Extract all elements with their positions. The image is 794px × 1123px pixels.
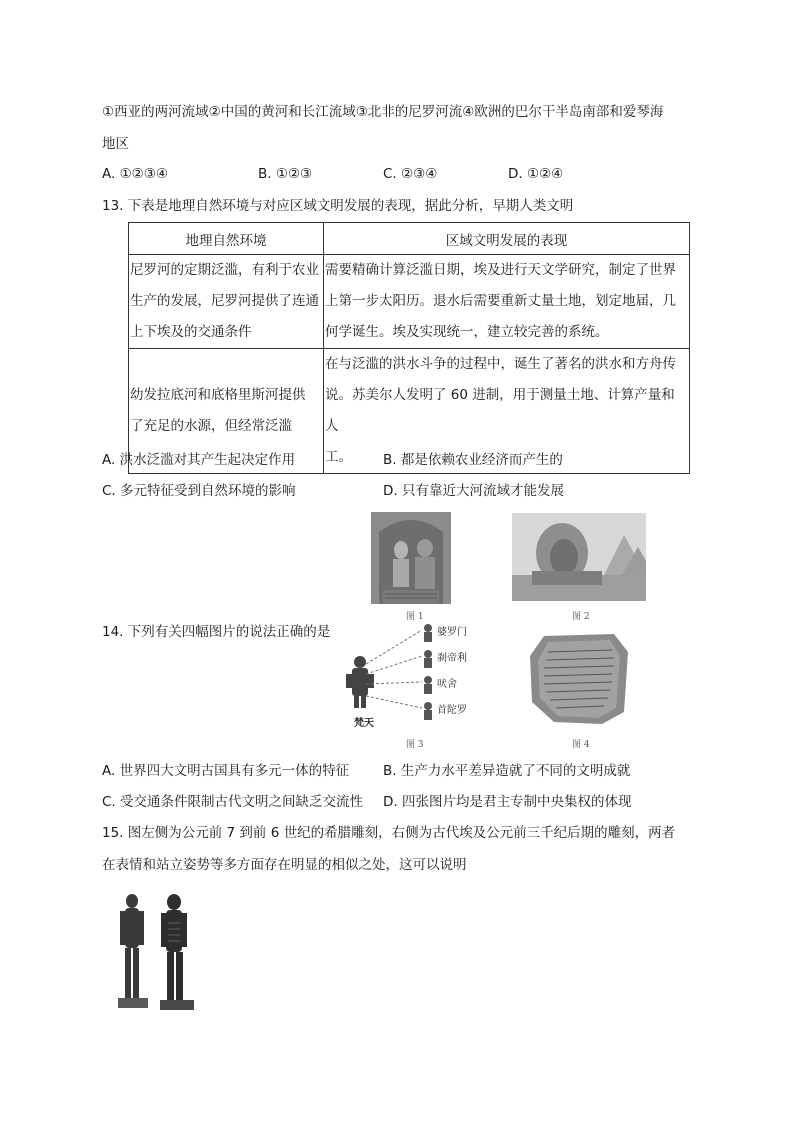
caste-label-kshatriya: 刹帝利 bbox=[437, 653, 467, 664]
figure-2-caption: 图 2 bbox=[572, 612, 590, 622]
q14-option-d: D. 四张图片均是君主专制中央集权的体现 bbox=[383, 794, 632, 810]
geography-civilization-table bbox=[128, 222, 690, 474]
q13-option-b: B. 都是依赖农业经济而产生的 bbox=[383, 452, 563, 468]
q15-line2: 在表情和站立姿势等多方面存在明显的相似之处，这可以说明 bbox=[102, 857, 467, 873]
table-cell-civ-sumer: 在与泛滥的洪水斗争的过程中，诞生了著名的洪水和方舟传 说。苏美尔人发明了 60 进制，用于测量土地、计算产量和人 工。 bbox=[324, 349, 690, 474]
q14-stem: 14. 下列有关四幅图片的说法正确的是 bbox=[102, 624, 331, 640]
q14-option-a: A. 世界四大文明古国具有多元一体的特征 bbox=[102, 763, 350, 779]
figure-2-sphinx-image bbox=[512, 513, 646, 601]
q12-option-b: B. ①②③ bbox=[258, 166, 313, 182]
table-row bbox=[129, 255, 690, 349]
q15-line1: 15. 图左侧为公元前 7 到前 6 世纪的希腊雕刻，右侧为古代埃及公元前三千纪后期的雕刻，两者 bbox=[102, 825, 676, 841]
caste-label-shudra: 首陀罗 bbox=[437, 705, 467, 716]
table-header-environment: 地理自然环境 bbox=[129, 223, 324, 255]
q13-option-c: C. 多元特征受到自然环境的影响 bbox=[102, 483, 296, 499]
q12-option-a: A. ①②③④ bbox=[102, 166, 168, 182]
table-cell-env-nile: 尼罗河的定期泛滥，有利于农业 生产的发展，尼罗河提供了连通 上下埃及的交通条件 bbox=[129, 255, 324, 349]
table-cell-civ-egypt: 需要精确计算泛滥日期，埃及进行天文学研究，制定了世界 上第一步太阳历。退水后需要重新丈量土地，划定地届，几 何学诞生。埃及实现统一，建立较完善的系统。 bbox=[324, 255, 690, 349]
figure-1-stele-image bbox=[371, 512, 451, 604]
q14-option-c: C. 受交通条件限制古代文明之间缺乏交流性 bbox=[102, 794, 364, 810]
caste-label-vaishya: 吠舍 bbox=[437, 679, 457, 690]
figure-4-cuneiform-tablet-image bbox=[524, 632, 632, 726]
caste-label-brahmin: 婆罗门 bbox=[437, 627, 467, 638]
greek-egyptian-statues-image bbox=[112, 893, 198, 1013]
q12-line2: 地区 bbox=[102, 136, 129, 152]
q13-option-d: D. 只有靠近大河流域才能发展 bbox=[383, 483, 564, 499]
q14-option-b: B. 生产力水平差异造就了不同的文明成就 bbox=[383, 763, 631, 779]
q12-option-d: D. ①②④ bbox=[508, 166, 564, 182]
q13-stem: 13. 下表是地理自然环境与对应区域文明发展的表现，据此分析，早期人类文明 bbox=[102, 198, 574, 214]
figure-3-caption: 图 3 bbox=[406, 740, 424, 750]
q12-option-c: C. ②③④ bbox=[383, 166, 438, 182]
figure-4-caption: 图 4 bbox=[572, 740, 590, 750]
table-header-row bbox=[129, 223, 690, 255]
q13-option-a: A. 洪水泛滥对其产生起决定作用 bbox=[102, 452, 296, 468]
table-header-civilization: 区域文明发展的表现 bbox=[324, 223, 690, 255]
table-cell-env-mesopotamia: 幼发拉底河和底格里斯河提供 了充足的水源，但经常泛滥 bbox=[129, 349, 324, 474]
q12-line1: ①西亚的两河流域②中国的黄河和长江流域③北非的尼罗河流④欧洲的巴尔干半岛南部和爱琴海 bbox=[102, 104, 664, 120]
figure-1-caption: 图 1 bbox=[406, 612, 424, 622]
brahma-label: 梵天 bbox=[354, 718, 374, 729]
